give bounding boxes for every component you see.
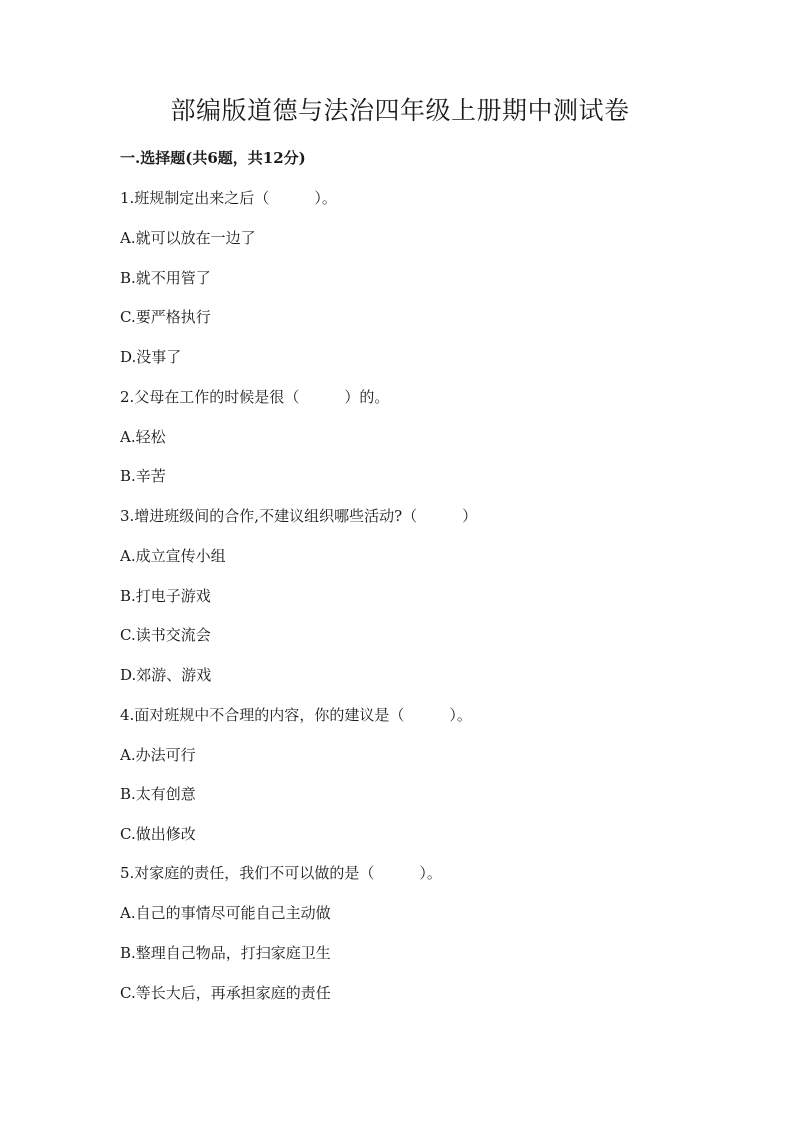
- question-1: 1.班规制定出来之后（ ）。: [120, 189, 337, 207]
- question-3-option-d: D.郊游、游戏: [120, 666, 212, 684]
- question-2: 2.父母在工作的时候是很（ ）的。: [120, 388, 390, 406]
- question-3: 3.增进班级间的合作,不建议组织哪些活动?（ ）: [120, 507, 478, 525]
- question-5-option-b: B.整理自己物品，打扫家庭卫生: [120, 944, 331, 962]
- question-5-option-a: A.自己的事情尽可能自己主动做: [120, 904, 331, 922]
- question-5: 5.对家庭的责任，我们不可以做的是（ ）。: [120, 864, 442, 882]
- question-1-option-a: A.就可以放在一边了: [120, 229, 256, 247]
- question-4-option-b: B.太有创意: [120, 785, 196, 803]
- question-3-option-a: A.成立宣传小组: [120, 547, 226, 565]
- question-3-option-b: B.打电子游戏: [120, 587, 211, 605]
- question-2-option-a: A.轻松: [120, 428, 166, 446]
- section-heading: 一.选择题(共6题，共12分): [120, 149, 306, 167]
- question-2-option-b: B.辛苦: [120, 467, 166, 485]
- question-4-option-a: A.办法可行: [120, 746, 196, 764]
- question-3-option-c: C.读书交流会: [120, 626, 211, 644]
- question-1-option-c: C.要严格执行: [120, 308, 211, 326]
- question-4-option-c: C.做出修改: [120, 825, 196, 843]
- question-1-option-b: B.就不用管了: [120, 269, 211, 287]
- page-title: 部编版道德与法治四年级上册期中测试卷: [170, 96, 630, 125]
- question-4: 4.面对班规中不合理的内容，你的建议是（ ）。: [120, 706, 472, 724]
- question-5-option-c: C.等长大后，再承担家庭的责任: [120, 984, 331, 1002]
- question-1-option-d: D.没事了: [120, 348, 182, 366]
